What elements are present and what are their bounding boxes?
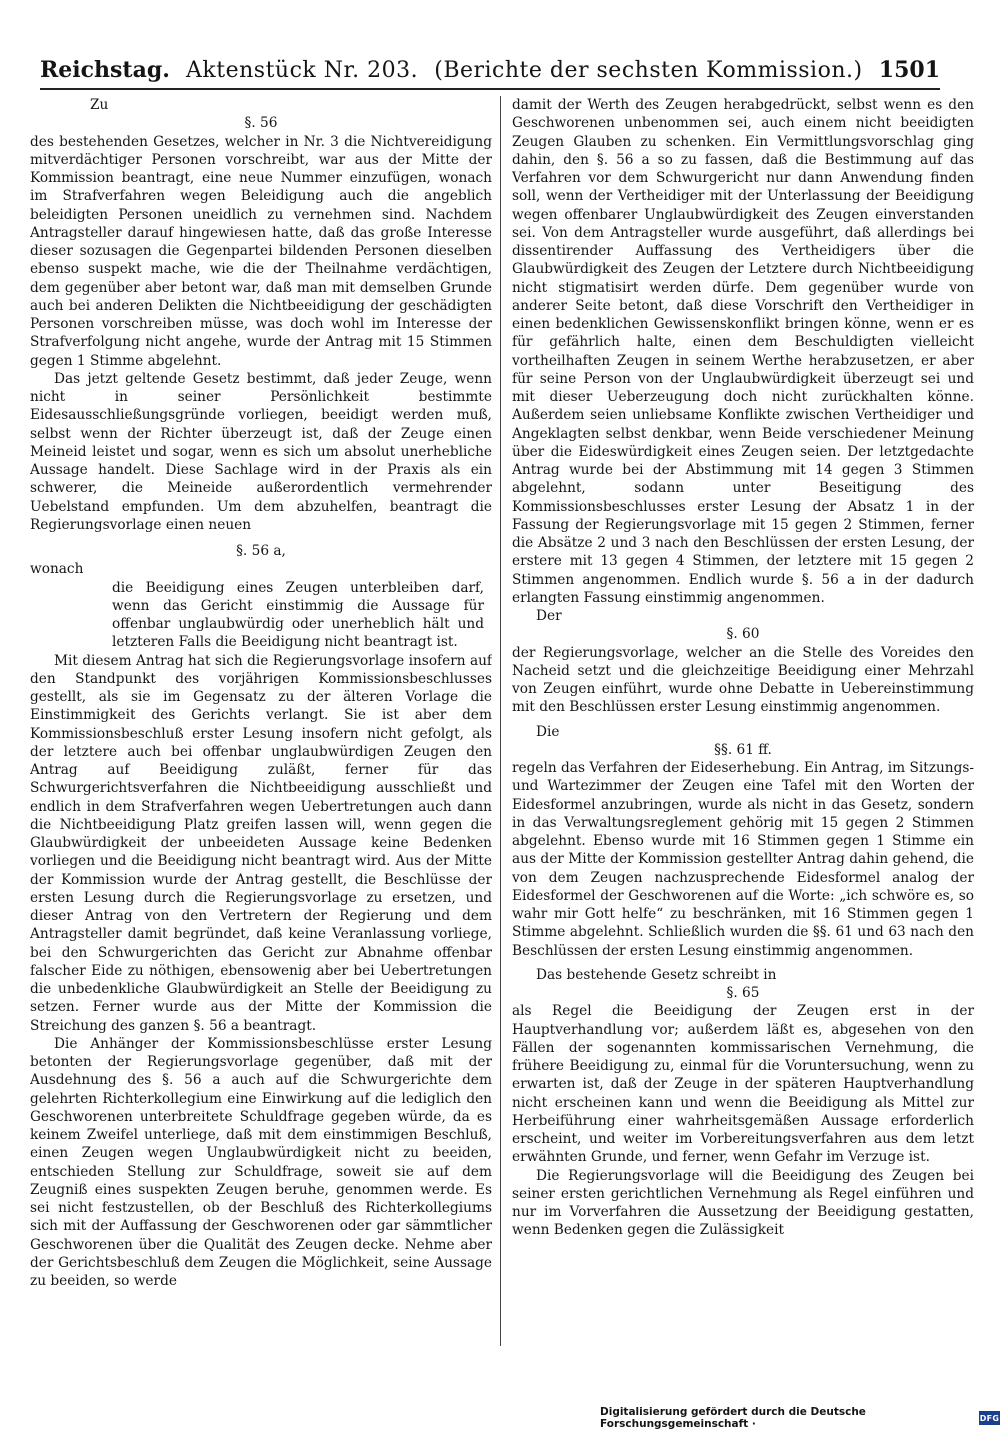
- intro-word: Der: [536, 608, 562, 624]
- column-divider: [500, 96, 501, 1346]
- paragraph: des bestehenden Gesetzes, welcher in Nr. 3 die Nichtvereidigung mitverdächtiger Personen vorschreibt, war aus der Mitte der Kommission beantragt, eine neue Nummer einzufügen, wonach im Strafverfahren wegen Beleidigung auch die angeblich beleidigten Personen uneidlich zu vernehmen sind. Nachdem Antragsteller darauf hingewiesen hatte, daß das große Interesse dieser sozusagen die Gegenpartei bildenden Personen dieselben ebenso suspekt mache, wie die der Theilnahme verdächtigen, dem gegenüber aber betont war, daß man mit demselben Grunde auch bei anderen Delikten die Nichtbeeidigung der geschädigten Personen vorschreiben müsse, was doch wohl im Interesse der Strafverfolgung nicht angehe, wurde der Antrag mit 15 Stimmen gegen 1 Stimme abgelehnt.: [30, 133, 492, 369]
- paragraph: regeln das Verfahren der Eideserhebung. Ein Antrag, im Sitzungs- und Wartezimmer der Zeugen eine Tafel mit den Worten der Eidesformel anzubringen, wurde als nicht in das Gesetz, sondern in das Verwaltungsreglement gehörig mit 15 gegen 2 Stimmen abgelehnt. Ebenso wurde mit 16 Stimmen gegen 1 Stimme ein aus der Mitte der Kommission gestellter Antrag dahin gehend, die von dem Zeugen nachzusprechende Eidesformel analog der Eidesformel der Geschworenen auf die Worte: „ich schwöre es, so wahr mir Gott helfe“ zu beschränken, mit 16 Stimmen gegen 1 Stimme abgelehnt. Schließlich wurden die §§. 61 und 63 nach den Beschlüssen der ersten Lesung einstimmig angenommen.: [512, 760, 974, 959]
- section-heading: §. 65: [726, 985, 760, 1001]
- header-commission: (Berichte der sechsten Kommission.): [434, 57, 863, 83]
- footer-text: Digitalisierung gefördert durch die Deutsche Forschungsgemeinschaft ·: [600, 1406, 866, 1430]
- section-heading: §§. 61 ff.: [714, 741, 772, 758]
- section-heading: §. 60: [726, 626, 760, 643]
- paragraph: Das jetzt geltende Gesetz bestimmt, daß jeder Zeuge, wenn nicht in seiner Persönlichkeit bestimmte Eidesausschließungsgründe vorliegen, beeidigt werden muß, selbst wenn der Richter überzeugt ist, daß der Zeuge einen Meineid leistet und sogar, wenn es sich um absolut unerhebliche Aussage handelt. Diese Sachlage wird in der Praxis als ein schwerer, die Meineide außerordentlich vermehrender Uebelstand empfunden. Um dem abzuhelfen, beantragt die Regierungsvorlage einen neuen: [30, 370, 492, 533]
- intro-line: Das bestehende Gesetz schreibt in: [536, 966, 777, 983]
- paragraph: als Regel die Beeidigung der Zeugen erst in der Hauptverhandlung vor; außerdem läßt es, abgesehen von den Fällen der sogenannten kommissarischen Vernehmung, die frühere Beeidigung zu, einmal für die Voruntersuchung, wenn zu erwarten ist, daß der Zeuge in der späteren Hauptverhandlung nicht erscheinen kann und wenn die Beeidigung als Mittel zur Herbeiführung einer wahrheitsgemäßen Aussage erforderlich erscheint, und weiter im Vorbereitungsverfahren aus dem letzt erwähnten Grunde, und ferner, wenn Gefahr im Verzuge ist.: [512, 1003, 974, 1166]
- header-document-number: Aktenstück Nr. 203.: [186, 57, 419, 83]
- left-column: [30, 96, 492, 1341]
- section-heading: §. 56: [244, 115, 278, 132]
- paragraph: Die Regierungsvorlage will die Beeidigung des Zeugen bei seiner ersten gerichtlichen Vernehmung als Regel einführen und nur im Vorverfahren die Aussetzung der Beeidigung gestatten, wenn Bedenken gegen die Zulässigkeit: [512, 1167, 974, 1239]
- dfg-logo-icon: DFG: [979, 1411, 1000, 1425]
- intro-word: Zu: [90, 97, 109, 113]
- paragraph: Mit diesem Antrag hat sich die Regierungsvorlage insofern auf den Standpunkt des vorjährigen Kommissionsbeschlusses gestellt, als sie im Gegensatz zu der älteren Vorlage die Einstimmigkeit des Gerichts verlangt. Sie ist aber dem Kommissionsbeschluß erster Lesung insofern nicht gefolgt, als der letztere auch bei offenbar unglaubwürdigen Zeugen den Antrag auf Beeidigung zuläßt, ferner für das Schwurgerichtsverfahren die Nichtbeeidigung ausschließt und endlich in dem Strafverfahren wegen Uebertretungen auch dann die Nichtbeeidigung Platz greifen lassen will, wenn gegen die Glaubwürdigkeit der unbeeideten Aussage keine Bedenken vorliegen und die Beeidigung nicht beantragt wird. Aus der Mitte der Kommission wurde der Antrag gestellt, die Beschlüsse der ersten Lesung durch die Regierungsvorlage zu ersetzen, und dieser Antrag von den Vertretern der Regierung und dem Antragsteller damit begründet, daß keine Veranlassung vorliege, bei den Schwurgerichten das Gericht zur Abnahme offenbar falscher Eide zu nöthigen, ebensowenig aber bei Uebertretungen die unbedenkliche Glaubwürdigkeit an Stelle der Beeidigung zu setzen. Ferner wurde aus der Mitte der Kommission die Streichung des ganzen §. 56 a beantragt.: [30, 652, 492, 1034]
- quoted-provision: die Beeidigung eines Zeugen unterbleiben darf, wenn das Gericht einstimmig die Aussage für offenbar unglaubwürdig oder unerheblich hält und letzteren Falls die Beeidigung nicht beantragt ist.: [112, 579, 484, 651]
- page-number: 1501: [878, 57, 940, 83]
- section-heading: §. 56 a,: [236, 543, 286, 559]
- header-reichstag: Reichstag.: [40, 57, 170, 83]
- paragraph: Die Anhänger der Kommissionsbeschlüsse erster Lesung betonten der Regierungsvorlage gegenüber, daß mit der Ausdehnung des §. 56 a auch auf die Schwurgerichte dem gelehrten Richterkollegium eine Einwirkung auf die lediglich den Geschworenen unterbreitete Schuldfrage gegeben würde, da es keinem Zweifel unterliege, daß mit dem einstimmigen Beschluß, einen Zeugen wegen Unglaubwürdigkeit nicht zu beeiden, entschieden Stellung zur Schuldfrage, soweit sie auf dem Zeugniß eines suspekten Zeugen beruhe, genommen werde. Es sei nicht festzustellen, ob der Beschluß des Richterkollegiums sich mit der Auffassung der Geschworenen oder gar sämmtlicher Geschworenen über die Qualität des Zeugen decke. Nehme aber der Gerichtsbeschluß dem Zeugen die Möglichkeit, seine Aussage zu beeiden, so werde: [30, 1035, 492, 1289]
- page-header: [40, 52, 940, 90]
- paragraph: damit der Werth des Zeugen herabgedrückt, selbst wenn es den Geschworenen unbenommen sei, auch einem nicht beeidigten Zeugen Glauben zu schenken. Ein Vermittlungsvorschlag ging dahin, den §. 56 a so zu fassen, daß die Bestimmung auf das Verfahren vor dem Schwurgericht nur dann Anwendung finden soll, wenn der Vertheidiger mit der Unterlassung der Beeidigung wegen offenbarer Unglaubwürdigkeit des Zeugen einverstanden sei. Von dem Antragsteller wurde ausgeführt, daß allerdings bei dissentirender Auffassung des Vertheidigers über die Glaubwürdigkeit des Zeugen der Letztere durch Nichtbeeidigung nicht stigmatisirt werden dürfe. Dem gegenüber wurde von anderer Seite betont, daß diese Vorschrift den Vertheidiger in einen bedenklichen Gewissenskonflikt bringen könne, wenn er es für gefährlich halte, einen dem Beschuldigten vielleicht vortheilhaften Zeugen in seinem Werthe herabzusetzen, er aber für seine Person von der Unglaubwürdigkeit überzeugt sei und mit dieser Ueberzeugung doch nicht zurückhalten könne. Außerdem seien unliebsame Konflikte zwischen Vertheidiger und Angeklagten selbst denkbar, wenn Beide verschiedener Meinung über die Eideswürdigkeit eines Zeugen seien. Der letztgedachte Antrag wurde bei der Abstimmung mit 14 gegen 3 Stimmen abgelehnt, sodann unter Beseitigung des Kommissionsbeschlusses erster Lesung der Absatz 1 in der Fassung der Regierungsvorlage mit 15 gegen 2 Stimmen, ferner die Absätze 2 und 3 nach den Beschlüssen der ersten Lesung, der erstere mit 13 gegen 4 Stimmen, der letztere mit 15 gegen 2 Stimmen angenommen. Endlich wurde §. 56 a in der dadurch erlangten Fassung einstimmig angenommen.: [512, 97, 974, 606]
- footer-credit: [600, 1408, 1000, 1428]
- right-column: [512, 96, 974, 1341]
- intro-word: wonach: [30, 561, 84, 578]
- intro-word: Die: [536, 723, 560, 740]
- paragraph: der Regierungsvorlage, welcher an die Stelle des Voreides den Nacheid setzt und die gleichzeitige Beeidigung einer Mehrzahl von Zeugen einführt, wurde ohne Debatte in Uebereinstimmung mit den Beschlüssen erster Lesung einstimmig angenommen.: [512, 644, 974, 716]
